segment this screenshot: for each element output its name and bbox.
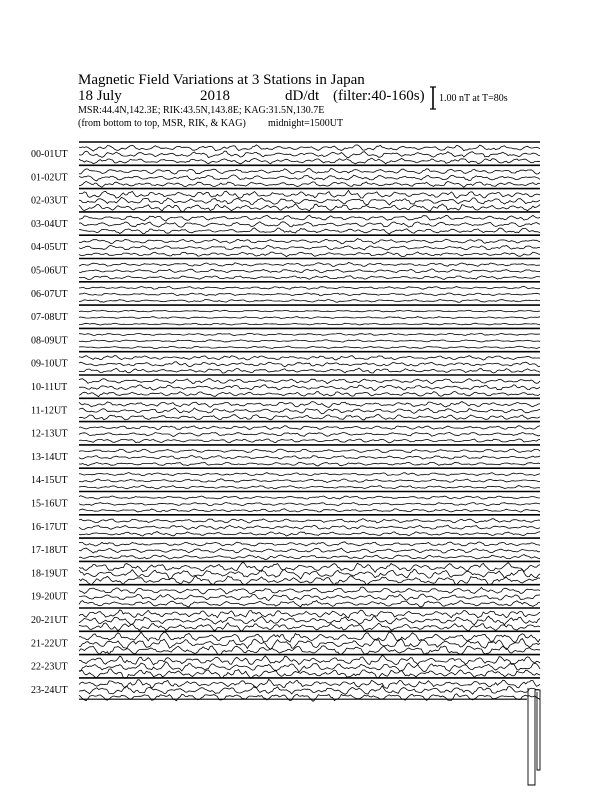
trace-KAG — [79, 563, 540, 573]
trace-RIK — [79, 362, 540, 367]
stations-line: MSR:44.4N,142.3E; RIK:43.5N,143.8E; KAG:31.5N,130.7E — [78, 105, 325, 116]
row-07-08UT — [31, 305, 540, 325]
trace-RIK — [79, 525, 540, 529]
trace-MSR — [79, 462, 540, 466]
trace-RIK — [79, 503, 540, 506]
scale-label: 1.00 nT at T=80s — [439, 93, 508, 104]
row-label: 00-01UT — [31, 149, 68, 160]
trace-KAG — [79, 239, 540, 244]
trace-MSR — [79, 228, 540, 234]
trace-RIK — [79, 175, 540, 181]
trace-MSR — [79, 485, 540, 488]
row-label: 10-11UT — [31, 382, 68, 393]
trace-MSR — [79, 555, 540, 560]
row-label: 01-02UT — [31, 172, 68, 184]
trace-MSR — [79, 276, 540, 280]
trace-MSR — [79, 252, 540, 257]
row-23-24UT — [31, 678, 540, 701]
row-22-23UT — [31, 655, 540, 679]
year-label: 2018 — [200, 88, 230, 104]
trace-RIK — [79, 340, 540, 342]
row-label: 08-09UT — [31, 335, 68, 347]
trace-KAG — [79, 426, 540, 430]
trace-RIK — [79, 616, 540, 625]
trace-KAG — [79, 542, 540, 546]
trace-KAG — [79, 402, 540, 408]
trace-RIK — [79, 432, 540, 436]
row-label: 06-07UT — [31, 288, 68, 300]
trace-MSR — [79, 204, 540, 212]
trace-KAG — [79, 310, 540, 312]
trace-RIK — [79, 569, 540, 579]
trace-KAG — [79, 655, 540, 665]
row-label: 14-15UT — [31, 475, 68, 487]
trace-overflow — [528, 688, 540, 785]
row-label: 16-17UT — [31, 521, 68, 533]
row-label: 02-03UT — [31, 195, 68, 207]
trace-RIK — [79, 408, 540, 414]
trace-KAG — [79, 587, 540, 594]
row-09-10UT — [31, 352, 540, 373]
trace-KAG — [79, 145, 540, 151]
quantity-label: dD/dt — [285, 88, 320, 104]
trace-KAG — [79, 333, 540, 335]
trace-RIK — [79, 456, 540, 460]
trace-RIK — [79, 548, 540, 553]
row-label: 22-23UT — [31, 661, 68, 673]
row-11-12UT — [31, 398, 540, 420]
trace-KAG — [79, 632, 540, 643]
row-03-04UT — [31, 212, 540, 234]
trace-MSR — [79, 669, 540, 679]
trace-KAG — [79, 496, 540, 499]
row-label: 04-05UT — [31, 242, 68, 254]
row-18-19UT — [31, 561, 540, 585]
trace-MSR — [79, 392, 540, 397]
row-06-07UT — [31, 282, 540, 303]
row-08-09UT — [31, 328, 540, 348]
row-label: 07-08UT — [31, 312, 68, 324]
row-13-14UT — [31, 445, 540, 466]
row-label: 03-04UT — [31, 218, 68, 230]
trace-RIK — [79, 293, 540, 296]
trace-KAG — [79, 379, 540, 384]
trace-KAG — [79, 215, 540, 221]
row-label: 19-20UT — [31, 591, 68, 603]
trace-RIK — [79, 686, 540, 695]
row-21-22UT — [31, 631, 540, 655]
trace-KAG — [79, 286, 540, 289]
row-00-01UT — [31, 142, 540, 164]
order-line: (from bottom to top, MSR, RIK, & KAG) — [78, 118, 246, 129]
trace-MSR — [79, 158, 540, 164]
trace-RIK — [79, 385, 540, 391]
trace-KAG — [79, 473, 540, 476]
trace-MSR — [79, 694, 540, 702]
row-label: 15-16UT — [31, 498, 68, 510]
chart-title: Magnetic Field Variations at 3 Stations in Japan — [78, 72, 365, 88]
trace-MSR — [79, 300, 540, 303]
trace-MSR — [79, 439, 540, 443]
row-10-11UT — [31, 375, 540, 397]
row-17-18UT — [31, 538, 540, 560]
row-label: 23-24UT — [31, 684, 68, 696]
row-label: 13-14UT — [31, 451, 68, 463]
filter-label: (filter:40-160s) — [333, 88, 425, 104]
trace-RIK — [79, 222, 540, 228]
midnight-note: midnight=1500UT — [268, 118, 344, 129]
trace-RIK — [79, 197, 540, 205]
trace-KAG — [79, 263, 540, 267]
row-label: 18-19UT — [31, 568, 68, 580]
date-label: 18 July — [78, 88, 122, 104]
row-14-15UT — [31, 468, 540, 489]
trace-RIK — [79, 317, 540, 319]
row-02-03UT — [31, 189, 540, 212]
trace-MSR — [79, 346, 540, 348]
row-label: 05-06UT — [31, 265, 68, 277]
trace-RIK — [79, 151, 540, 158]
trace-MSR — [79, 576, 540, 585]
trace-KAG — [79, 169, 540, 175]
row-label: 21-22UT — [31, 638, 68, 650]
row-20-21UT — [31, 608, 540, 631]
trace-KAG — [79, 449, 540, 453]
trace-MSR — [79, 368, 540, 373]
row-label: 20-21UT — [31, 615, 68, 626]
row-05-06UT — [31, 259, 540, 280]
trace-MSR — [79, 601, 540, 608]
trace-MSR — [79, 623, 540, 631]
row-15-16UT — [31, 492, 540, 513]
trace-MSR — [79, 509, 540, 512]
trace-KAG — [79, 519, 540, 523]
trace-RIK — [79, 245, 540, 250]
trace-RIK — [79, 479, 540, 483]
trace-KAG — [79, 190, 540, 198]
row-label: 09-10UT — [31, 358, 68, 370]
trace-KAG — [79, 356, 540, 361]
row-01-02UT — [31, 165, 540, 187]
trace-KAG — [79, 610, 540, 618]
row-16-17UT — [31, 515, 540, 536]
trace-RIK — [79, 594, 540, 600]
row-label: 12-13UT — [31, 428, 68, 440]
row-19-20UT — [31, 585, 540, 607]
trace-MSR — [79, 323, 540, 325]
row-label: 11-12UT — [31, 405, 68, 417]
trace-RIK — [79, 662, 540, 672]
trace-KAG — [79, 679, 540, 688]
row-12-13UT — [31, 422, 540, 443]
trace-MSR — [79, 414, 540, 419]
trace-RIK — [79, 269, 540, 273]
row-04-05UT — [31, 235, 540, 256]
trace-MSR — [79, 532, 540, 537]
row-label: 17-18UT — [31, 545, 68, 557]
trace-MSR — [79, 181, 540, 187]
